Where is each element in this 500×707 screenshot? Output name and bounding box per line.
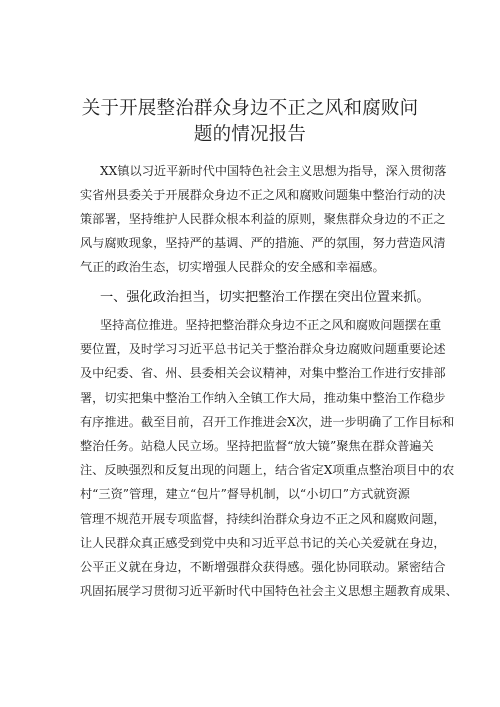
body-line-text: 署，切实把集中整治工作纳入全镇工作大局，推动集中整治工作稳步	[80, 390, 446, 405]
body-line-text: 坚持高位推进。坚持把整治群众身边不正之风和腐败问题摆在重	[100, 318, 442, 332]
document-title-line-2: 题的情况报告	[193, 124, 307, 145]
body-line-text: 整治任务。站稳人民立场。坚持把监督“放大镜”聚焦在群众普遍关	[80, 439, 434, 453]
body-line-text: 公平正义就在身边，不断增强群众获得感。强化协同联动。紧密结合	[80, 560, 446, 574]
section-1-heading: 一、强化政治担当，切实把整治工作摆在突出位置来抓。	[100, 290, 430, 305]
intro-line-text: 策部署，坚持维护人民群众根本利益的原则，聚焦群众身边的不正之	[80, 212, 446, 226]
body-line-text: 要位置，及时学习习近平总书记关于整治群众身边腐败问题重要论述	[80, 342, 446, 357]
intro-line-text: 风与腐败现象，坚持严的基调、严的措施、严的氛围，努力营造风清	[80, 236, 446, 250]
intro-line-text: 实省州县委关于开展群众身边不正之风和腐败问题集中整治行动的决	[80, 188, 446, 202]
body-line-text: 村“三资”管理，建立“包片”督导机制，以“小切口”方式就资源	[80, 487, 410, 502]
intro-line-text: XX镇以习近平新时代中国特色社会主义思想为指导，深入贯彻落	[100, 164, 447, 178]
body-line-text: 有序推进。截至目前，召开工作推进会X次，进一步明确了工作目标和	[80, 414, 455, 429]
body-line-text: 管理不规范开展专项监督，持续纠治群众身边不正之风和腐败问题，	[80, 511, 446, 526]
intro-line-text: 气正的政治生态，切实增强人民群众的安全感和幸福感。	[80, 260, 385, 274]
body-line-text: 让人民群众真正感受到党中央和习近平总书记的关心关爱就在身边，	[80, 535, 446, 550]
body-line-text: 注、反映强烈和反复出现的问题上，结合省定X项重点整治项目中的农	[80, 463, 455, 478]
document-title-line-1: 关于开展整治群众身边不正之风和腐败问	[81, 98, 419, 119]
body-line-text: 巩固拓展学习贯彻习近平新时代中国特色社会主义思想主题教育成果、	[80, 584, 458, 599]
body-line-text: 及中纪委、省、州、县委相关会议精神，对集中整治工作进行安排部	[80, 366, 446, 381]
